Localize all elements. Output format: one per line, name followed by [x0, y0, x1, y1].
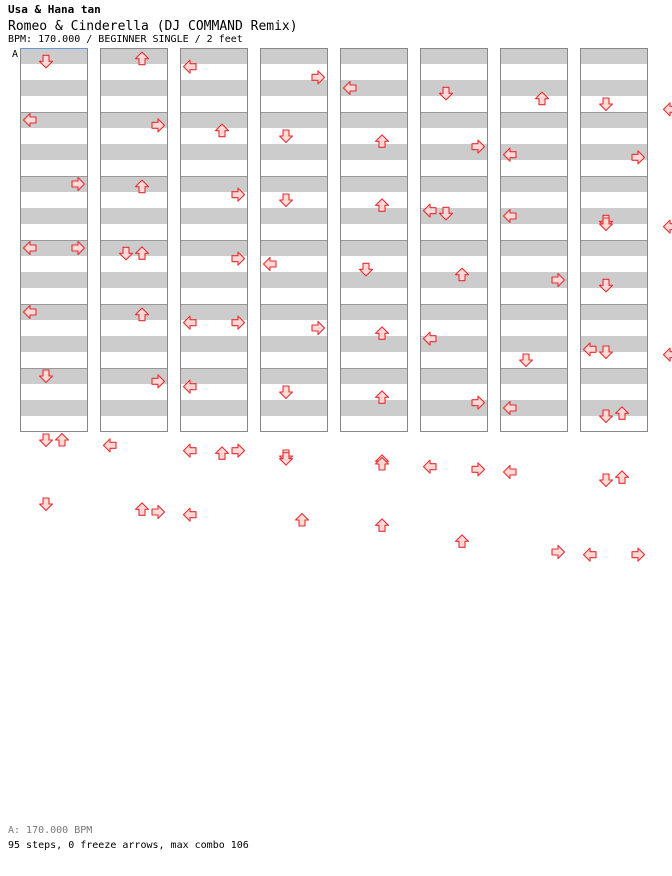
- chart-column: [580, 48, 648, 432]
- chart-stats: 95 steps, 0 freeze arrows, max combo 106: [8, 840, 249, 851]
- step-arrow-up: [456, 535, 469, 548]
- step-arrow-up: [136, 503, 149, 516]
- step-arrow-left: [504, 466, 517, 479]
- chart-column: [180, 48, 248, 432]
- step-arrow-right: [632, 548, 645, 561]
- step-arrow-left: [184, 444, 197, 457]
- step-arrow-left: [104, 439, 117, 452]
- step-arrow-down: [600, 474, 613, 487]
- step-arrow-up: [56, 434, 69, 447]
- step-arrow-down: [40, 434, 53, 447]
- bpm-legend: A: 170.000 BPM: [8, 825, 93, 836]
- step-arrow-right: [232, 444, 245, 457]
- step-arrow-up: [296, 514, 309, 527]
- song-title: Romeo & Cinderella (DJ COMMAND Remix): [8, 19, 298, 34]
- chart-column: [260, 48, 328, 432]
- bpm-marker-label: A: [12, 49, 19, 60]
- step-arrow-left: [664, 103, 672, 116]
- step-arrow-left: [584, 548, 597, 561]
- chart-column: [340, 48, 408, 432]
- step-arrow-left: [184, 508, 197, 521]
- step-arrow-up: [616, 471, 629, 484]
- step-arrow-right: [152, 506, 165, 519]
- chart-column: [20, 48, 88, 432]
- chart-column: [420, 48, 488, 432]
- step-arrow-right: [472, 463, 485, 476]
- step-arrow-right: [552, 546, 565, 559]
- song-artist: Usa & Hana tan: [8, 3, 101, 16]
- step-arrow-up: [216, 447, 229, 460]
- step-arrow-left: [424, 460, 437, 473]
- step-arrow-down: [40, 498, 53, 511]
- step-arrow-down: [280, 453, 293, 466]
- step-arrow-up: [376, 519, 389, 532]
- step-arrow-left: [664, 348, 672, 361]
- step-arrow-left: [664, 220, 672, 233]
- chart-column: [500, 48, 568, 432]
- chart-info: BPM: 170.000 / BEGINNER SINGLE / 2 feet: [8, 34, 243, 45]
